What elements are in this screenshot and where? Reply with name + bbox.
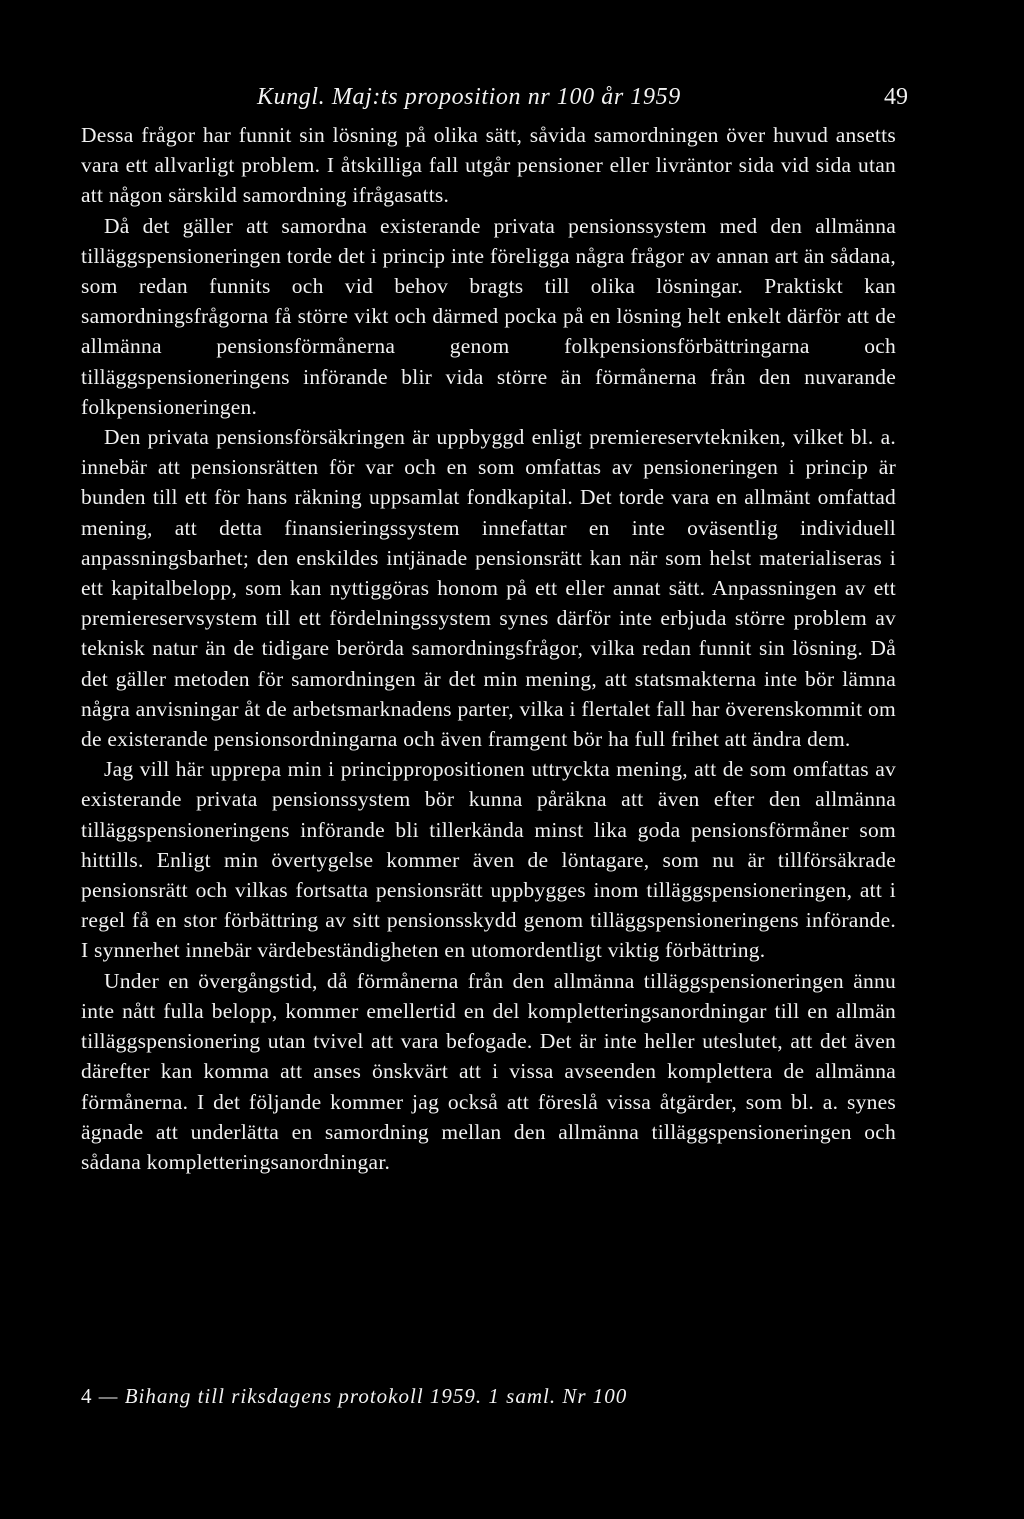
- paragraph-3: Den privata pensionsförsäkringen är uppbyggd enligt premiereservtekniken, vilket bl. a. innebär att pensionsrätten för var och en som omfattas av pensioneringen i princip är bunden till ett för hans räkning uppsamlat fondkapital. Det torde vara en allmänt omfattad mening, att detta finansieringssystem innefattar en inte oväsentlig individuell anpassningsbarhet; den enskildes intjänade pensionsrätt kan när som helst materialiseras i ett kapitalbelopp, som kan nyttiggöras honom på ett eller annat sätt. Anpassningen av ett premiereservsystem till ett fördelningssystem synes därför inte erbjuda större problem av teknisk natur än de tidigare berörda samordningsfrågor, vilka redan funnit sin lösning. Då det gäller metoden för samordningen är det min mening, att statsmakterna inte bör lämna några anvisningar åt de arbetsmarknadens parter, vilka i flertalet fall har överenskommit om de existerande pensionsordningarna och även framgent bör ha full frihet att ändra dem.: [81, 425, 896, 752]
- footer-note: [81, 1384, 627, 1409]
- body-text: [81, 120, 896, 1177]
- page-number: 49: [884, 84, 908, 110]
- running-title: Kungl. Maj:ts proposition nr 100 år 1959: [257, 84, 681, 110]
- paragraph-1: Dessa frågor har funnit sin lösning på olika sätt, såvida samordningen över huvud ansetts vara ett allvarligt problem. I åtskilliga fall utgår pensioner eller livräntor sida vid sida utan att någon särskild samordning ifrågasatts.: [81, 123, 896, 208]
- paragraph-5: Under en övergångstid, då förmånerna från den allmänna tilläggspensioneringen ännu inte nått fulla belopp, kommer emellertid en del kompletteringsanordningar till en allmän tilläggspensionering utan tvivel att vara befogade. Det är inte heller uteslutet, att det även därefter kan komma att anses önskvärt att i vissa avseenden komplettera de allmänna förmånerna. I det följande kommer jag också att föreslå vissa åtgärder, som bl. a. synes ägnade att underlätta en samordning mellan den allmänna tilläggspensioneringen och sådana kompletteringsanordningar.: [81, 968, 896, 1174]
- paragraph-2: Då det gäller att samordna existerande privata pensionssystem med den allmänna tilläggspensioneringen torde det i princip inte föreligga några frågor av annan art än sådana, som redan funnits och vid behov bragts till olika lösningar. Praktiskt kan samordningsfrågorna få större vikt och därmed pocka på en lösning helt enkelt därför att de allmänna pensionsförmånerna genom folkpensionsförbättringarna och tilläggspensioneringens införande blir vida större än förmånerna från den nuvarande folkpensioneringen.: [81, 213, 896, 419]
- document-page: [81, 84, 908, 1177]
- paragraph-4: Jag vill här upprepa min i princippropositionen uttryckta mening, att de som omfattas av existerande privata pensionssystem bör kunna påräkna att även efter den allmänna tilläggspensioneringens införande bli tillerkända minst lika goda pensionsförmåner som hittills. Enligt min övertygelse kommer även de löntagare, som nu är tillförsäkrade pensionsrätt och vilkas fortsatta pensionsrätt uppbygges inom tilläggspensioneringen, att i regel få en stor förbättring av sitt pensionsskydd genom tilläggspensioneringens införande. I synnerhet innebär värdebeständigheten en utomordentligt viktig förbättring.: [81, 757, 896, 963]
- page-header: [81, 84, 908, 120]
- footer-sheet-number: 4: [81, 1384, 93, 1408]
- footer-dash: —: [98, 1384, 125, 1408]
- footer-text: Bihang till riksdagens protokoll 1959. 1 saml. Nr 100: [124, 1384, 628, 1408]
